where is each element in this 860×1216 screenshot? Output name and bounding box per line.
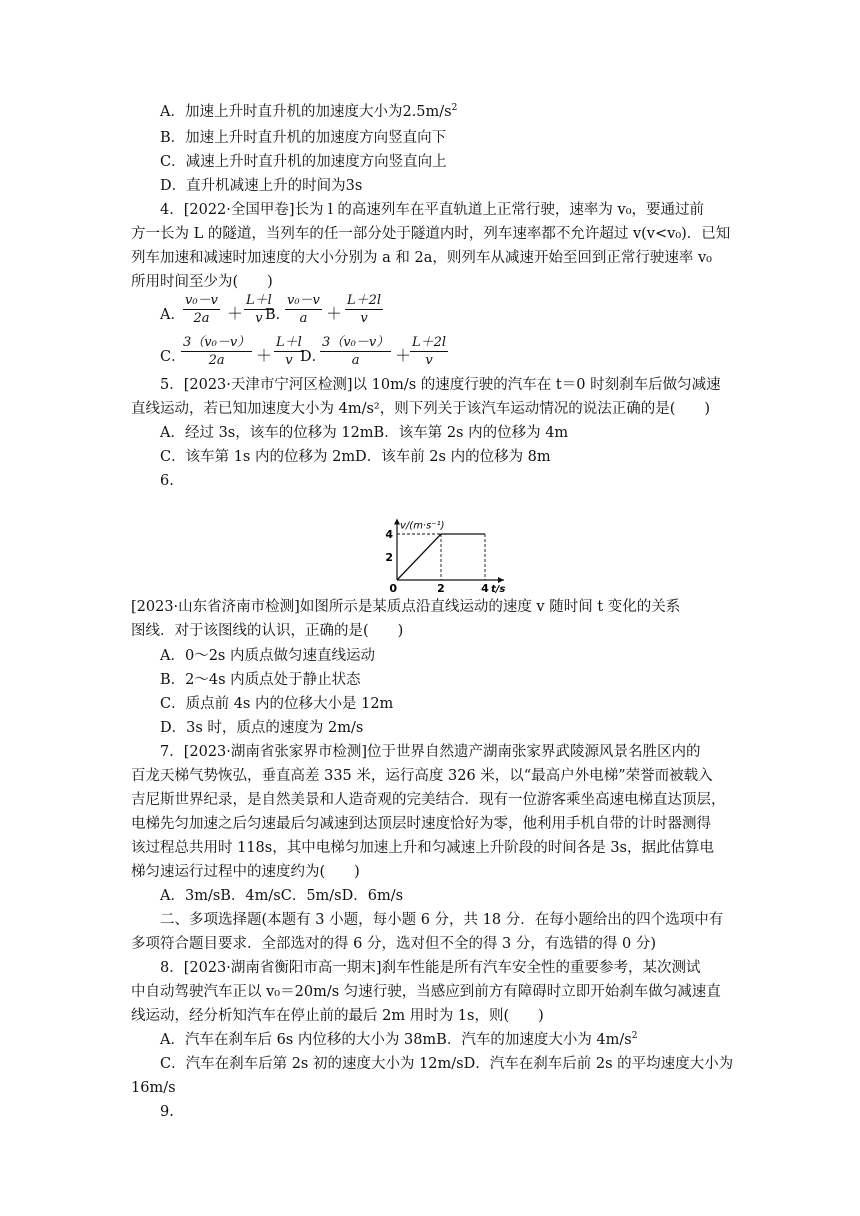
q7-line-4: 电梯先匀加速之后匀速最后匀减速到达顶层时速度恰好为零，他利用手机自带的计时器测得 <box>131 816 711 832</box>
y-tick-label-2: 2 <box>385 551 393 564</box>
q9-number: 9. <box>160 1104 174 1120</box>
y-tick-label-4: 4 <box>385 528 393 541</box>
chart-layer <box>385 519 505 595</box>
q5-options-cd: C．该车第 1s 内的位移为 2mD．该车前 2s 内的位移为 8m <box>160 449 551 465</box>
q4-option-a-fraction-1 <box>183 292 220 327</box>
q3-option-a-text: A．加速上升时直升机的加速度大小为2.5m/s <box>160 104 452 120</box>
q6-line-1: [2023·山东省济南市检测]如图所示是某质点沿直线运动的速度 v 随时间 t 变化的关系 <box>131 599 681 615</box>
velocity-time-graph <box>355 492 525 594</box>
x-tick-label-4: 4 <box>481 582 489 594</box>
q4-option-d-fraction-1 <box>320 334 391 369</box>
q3-option-b: B．加速上升时直升机的加速度方向竖直向下 <box>160 130 447 146</box>
q3-option-c: C．减速上升时直升机的加速度方向竖直向上 <box>160 154 447 170</box>
q8-options-cd-cont: 16m/s <box>131 1080 176 1096</box>
q5-line-2: 直线运动，若已知加速度大小为 4m/s²，则下列关于该汽车运动情况的说法正确的是( ) <box>131 401 711 417</box>
q4-option-d-f1-num: 3（v₀－v） <box>322 335 390 350</box>
q3-option-a-sup: 2 <box>451 103 458 114</box>
q4-option-d-fraction-2 <box>410 334 448 369</box>
section-2-line-2: 多项符合题目要求．全部选对的得 6 分，选对但不全的得 3 分，有选错的得 0 分) <box>131 936 656 952</box>
q4-option-c-f2-den: v <box>285 353 293 368</box>
q4-option-a-f1-num: v₀－v <box>185 293 218 308</box>
q8-options-cd: C．汽车在刹车后第 2s 初的速度大小为 12m/sD．汽车在刹车后前 2s 的平均速度大小为 <box>160 1056 734 1072</box>
q8-options-ab-sup: 2 <box>631 1031 638 1042</box>
q5-options-ab: A．经过 3s，该车的位移为 12mB．该车第 2s 内的位移为 4m <box>160 425 569 441</box>
q7-line-2: 百龙天梯气势恢弘，垂直高差 335 米，运行高度 326 米，以“最高户外电梯”荣誉而被载入 <box>131 768 713 784</box>
q5-line-1: 5．[2023·天津市宁河区检测]以 10m/s 的速度行驶的汽车在 t＝0 时刻刹车后做匀减速 <box>160 377 721 393</box>
q4-option-c-f2-num: L＋l <box>276 335 302 350</box>
q4-line-2: 方一长为 L 的隧道，当列车的任一部分处于隧道内时，列车速率都不允许超过 v(v<v₀)．已知 <box>131 226 731 242</box>
q7-line-3: 吉尼斯世界纪录，是自然美景和人造奇观的完美结合．现有一位游客乘坐高速电梯直达顶层， <box>131 792 726 808</box>
q7-options: A．3m/sB．4m/sC．5m/sD．6m/s <box>160 888 404 904</box>
q4-option-a-label: A． <box>160 307 185 323</box>
q4-option-c-label: C． <box>160 349 186 365</box>
q4-option-b-fraction-1 <box>285 292 322 327</box>
q7-line-5: 该过程总共用时 118s，其中电梯匀加速上升和匀减速上升阶段的时间各是 3s，据此估算电 <box>131 840 714 856</box>
q4-option-b-label: B． <box>265 307 291 323</box>
q7-line-6: 梯匀速运行过程中的速度约为( ) <box>131 864 360 880</box>
q3-option-d: D．直升机减速上升的时间为3s <box>160 178 363 194</box>
x-tick-label-2: 2 <box>437 582 445 594</box>
q4-option-b-f2-num: L＋2l <box>347 293 382 308</box>
q6-option-c: C．质点前 4s 内的位移大小是 12m <box>160 696 394 712</box>
q6-number: 6. <box>160 473 174 489</box>
q4-line-4: 所用时间至少为( ) <box>131 274 273 290</box>
q4-option-d-label: D． <box>300 349 327 365</box>
q8-options-ab-text: A．汽车在刹车后 6s 内位移的大小为 38mB．汽车的加速度大小为 4m/s <box>160 1032 632 1048</box>
q4-option-a-plus: ＋ <box>227 304 244 323</box>
q4-option-b-f2-den: v <box>360 311 368 326</box>
q8-options-ab <box>160 1029 637 1051</box>
q8-line-1: 8．[2023·湖南省衡阳市高一期末]刹车性能是所有汽车安全性的重要参考，某次测试 <box>160 960 701 976</box>
x-axis-label: t/s <box>491 584 506 594</box>
q4-option-c-fraction-1 <box>181 334 252 369</box>
q4-option-a-f1-den: 2a <box>193 311 210 326</box>
q8-line-2: 中自动驾驶汽车正以 v₀＝20m/s 匀速行驶，当感应到前方有障碍时立即开始刹车做匀减速直 <box>131 984 721 1000</box>
q4-option-d-f2-num: L＋2l <box>412 335 447 350</box>
x-axis-arrow <box>498 577 504 583</box>
q4-option-b-plus: ＋ <box>326 304 343 323</box>
q4-line-1: 4．[2022·全国甲卷]长为 l 的高速列车在平直轨道上正常行驶，速率为 v₀，要通过前 <box>160 202 705 218</box>
section-2-line-1: 二、多项选择题(本题有 3 小题，每小题 6 分，共 18 分．在每小题给出的四个选项中有 <box>160 912 724 928</box>
q4-option-d-f2-den: v <box>425 353 433 368</box>
q6-line-2: 图线．对于该图线的认识，正确的是( ) <box>131 623 404 639</box>
q4-option-b-f1-den: a <box>299 311 308 326</box>
x-tick-label-0: 0 <box>389 582 397 594</box>
q6-option-a: A．0～2s 内质点做匀速直线运动 <box>160 648 375 664</box>
q4-option-b-f1-num: v₀－v <box>287 293 320 308</box>
q4-option-c-f1-den: 2a <box>208 353 225 368</box>
y-axis-label: v/(m·s⁻¹) <box>400 520 445 532</box>
q7-line-1: 7．[2023·湖南省张家界市检测]位于世界自然遗产湖南张家界武陵源风景名胜区内的 <box>160 744 701 760</box>
q6-option-b: B．2～4s 内质点处于静止状态 <box>160 672 361 688</box>
q4-option-d-f1-den: a <box>351 353 360 368</box>
q4-line-3: 列车加速和减速时加速度的大小分别为 a 和 2a，则列车从减速开始至回到正常行驶速率 v₀ <box>131 250 712 266</box>
q4-option-a-f2-num: L＋l <box>246 293 272 308</box>
q4-option-b-fraction-2 <box>345 292 383 327</box>
q4-option-c-plus: ＋ <box>256 346 273 365</box>
q8-line-3: 线运动，经分析知汽车在停止前的最后 2m 用时为 1s，则( ) <box>131 1008 544 1024</box>
q4-option-a-f2-den: v <box>255 311 263 326</box>
q6-option-d: D．3s 时，质点的速度为 2m/s <box>160 720 364 736</box>
q4-option-d-plus: ＋ <box>395 346 412 365</box>
q4-option-c-f1-num: 3（v₀－v） <box>183 335 251 350</box>
q3-option-a <box>160 101 457 123</box>
